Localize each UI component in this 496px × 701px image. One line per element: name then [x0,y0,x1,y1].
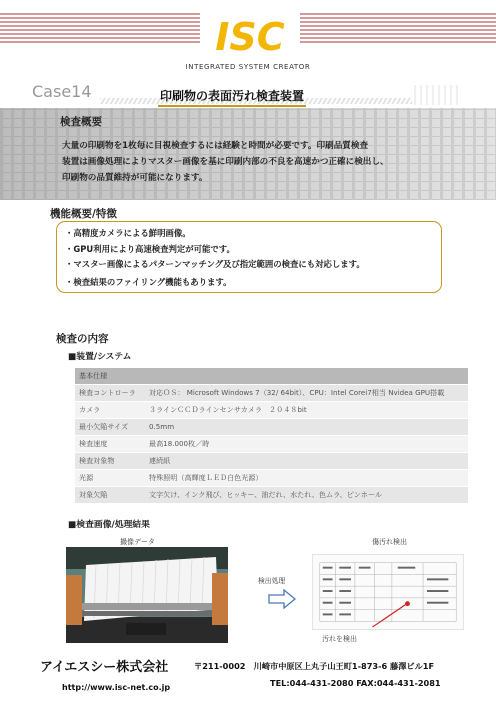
table-row [75,419,468,436]
process-label: 検出処理 [258,577,286,585]
case-label: Case14 [32,82,92,101]
spec-table-header [75,368,468,385]
spec-value: ３ラインＣＣＤラインセンサカメラ ２０４８bit [149,405,307,414]
overview-line: 印刷物の品質維持が可能になります。 [62,173,208,183]
system-heading: ■装置/システム [68,352,132,362]
spec-value: 0.5mm [149,422,175,431]
spec-key: 検査速度 [79,439,108,448]
feature-item: ・マスター画像によるパターンマッチング及び指定範囲の検査にも対応します。 [65,259,365,269]
feature-item: ・高精度カメラによる鮮明画像。 [65,228,191,238]
table-row [75,436,468,453]
results-heading: ■検査画像/処理結果 [68,520,150,530]
captured-machine-photo [66,547,228,643]
spec-value: 連続紙 [149,456,171,465]
dirt-detected-label: 汚れを検出 [322,635,357,643]
company-name: アイエスシー株式会社 [40,660,169,675]
spec-header-label: 基本仕様 [79,371,108,380]
detect-caption: 傷汚れ検出 [372,538,407,546]
overview-section [0,108,496,200]
banner-decoration [414,85,462,105]
overview-line: 大量の印刷物を1枚毎に目視検査するには経験と時間が必要です。印刷品質検査 [62,141,369,151]
spec-table [75,368,468,504]
features-heading: 機能概要/特徴 [50,208,117,220]
spec-key: 最小欠陥サイズ [79,422,129,431]
spec-key: 検査コントローラ [79,388,136,397]
table-row [75,453,468,470]
spec-key: 検査対象物 [79,456,115,465]
features-box [56,221,442,293]
company-url-link[interactable]: http://www.isc-net.co.jp [62,683,171,692]
overview-heading: 検査概要 [60,116,102,128]
table-row [75,470,468,487]
overview-text [62,138,482,186]
arrow-right-icon [268,589,296,609]
spec-key: 対象欠陥 [79,490,108,499]
inspection-heading: 検査の内容 [56,333,109,345]
spec-value: 最高18.000枚／時 [149,439,210,448]
logo-text: ISC [215,15,285,58]
tagline: INTEGRATED SYSTEM CREATOR [185,63,311,71]
detection-result-image [312,554,464,630]
table-row [75,402,468,419]
page-title: 印刷物の表面汚れ検査装置 [158,87,306,107]
spec-key: 光源 [79,473,94,482]
isc-logo [206,14,294,58]
table-row [75,487,468,504]
spec-value: 対応ＯＳ： Microsoft Windows 7（32/ 64bit）、CPU：Intel Corei7相当 Nvidea GPU搭載 [149,388,445,397]
feature-item: ・GPU利用により高速検査判定が可能です。 [65,243,235,254]
company-phone: TEL:044-431-2080 FAX:044-431-2081 [270,678,441,688]
company-address: 〒211-0002 川崎市中原区上丸子山王町1-873-6 藤澤ビル1F [194,661,435,671]
feature-item: ・検査結果のファイリング機能もあります。 [65,276,232,287]
spec-value: 文字欠け、インク飛び、ヒッキー、油だれ、水たれ、色ムラ、ピンホール [149,490,383,499]
spec-key: カメラ [79,405,101,414]
image-caption: 撮像データ [120,538,155,546]
table-row [75,385,468,402]
overview-line: 装置は画像処理によりマスター画像を基に印刷内部の不良を高速かつ正確に検出し、 [62,157,389,167]
spec-value: 特殊照明（高輝度ＬＥＤ白色光源） [149,473,263,482]
